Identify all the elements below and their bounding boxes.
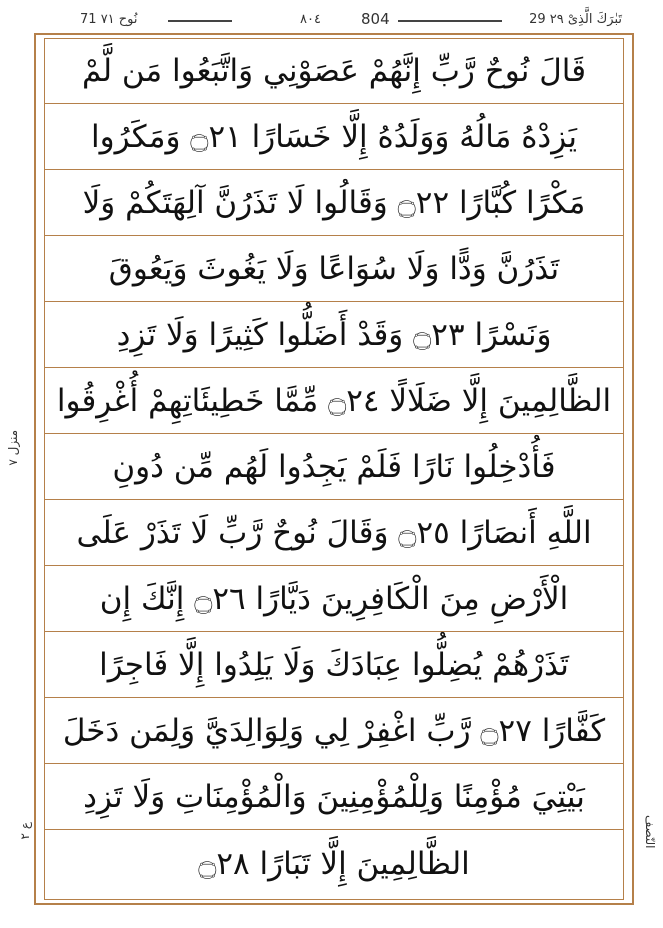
line-text: الظَّالِمِينَ إِلَّا ضَلَالًا ۝٢٤ مِّمَّا خَطِيئَاتِهِمْ أُغْرِقُوا — [56, 383, 612, 419]
line-text: كَفَّارًا ۝٢٧ رَّبِّ اغْفِرْ لِي وَلِوَالِدَيَّ وَلِمَن دَخَلَ — [62, 713, 606, 749]
nisf-marker: النّصف — [643, 815, 657, 849]
line-text: بَيْتِيَ مُؤْمِنًا وَلِلْمُؤْمِنِينَ وَالْمُؤْمِنَاتِ وَلَا تَزِدِ — [83, 779, 585, 815]
juz-name-header: 29 تَبٰرَكَ الَّذِیْ ٢٩ — [529, 12, 622, 27]
header-rule-left — [168, 20, 232, 22]
surah-name-header: 71 نُوح ٧١ — [80, 12, 138, 27]
text-line-2 — [45, 105, 623, 170]
header-rule-right — [398, 20, 502, 22]
line-text: فَأُدْخِلُوا نَارًا فَلَمْ يَجِدُوا لَهُم مِّن دُونِ — [112, 449, 556, 485]
text-line-8 — [45, 501, 623, 566]
text-line-13 — [45, 831, 623, 896]
text-line-1 — [45, 39, 623, 104]
text-line-3 — [45, 171, 623, 236]
manzil-marker: منزل ٧ — [6, 430, 20, 466]
ruku-marker: ع ٢ — [18, 822, 32, 840]
text-line-4 — [45, 237, 623, 302]
line-text: مَكْرًا كُبَّارًا ۝٢٢ وَقَالُوا لَا تَذَرُنَّ آلِهَتَكُمْ وَلَا — [82, 185, 586, 221]
text-line-9 — [45, 567, 623, 632]
text-line-6 — [45, 369, 623, 434]
line-text: وَنَسْرًا ۝٢٣ وَقَدْ أَضَلُّوا كَثِيرًا وَلَا تَزِدِ — [116, 317, 552, 353]
text-line-7 — [45, 435, 623, 500]
line-text: تَذَرُنَّ وَدًّا وَلَا سُوَاعًا وَلَا يَغُوثَ وَيَعُوقَ — [108, 251, 560, 287]
text-block — [44, 38, 624, 900]
line-text: اللَّهِ أَنصَارًا ۝٢٥ وَقَالَ نُوحٌ رَّبِّ لَا تَذَرْ عَلَى — [76, 515, 592, 551]
page-number-arabic: ٨٠٤ — [300, 12, 321, 27]
line-text: الْأَرْضِ مِنَ الْكَافِرِينَ دَيَّارًا ۝٢٦ إِنَّكَ إِن — [99, 581, 569, 617]
line-text: الظَّالِمِينَ إِلَّا تَبَارًا ۝٢٨ — [198, 845, 470, 882]
line-text: تَذَرْهُمْ يُضِلُّوا عِبَادَكَ وَلَا يَلِدُوا إِلَّا فَاجِرًا — [99, 647, 569, 683]
line-text: قَالَ نُوحٌ رَّبِّ إِنَّهُمْ عَصَوْنِي وَاتَّبَعُوا مَن لَّمْ — [81, 53, 587, 89]
text-line-11 — [45, 699, 623, 764]
line-text: يَزِدْهُ مَالُهُ وَوَلَدُهُ إِلَّا خَسَارًا ۝٢١ وَمَكَرُوا — [91, 119, 577, 155]
text-line-10 — [45, 633, 623, 698]
page-header — [38, 10, 632, 32]
page-number: 804 — [361, 10, 390, 28]
text-line-12 — [45, 765, 623, 830]
text-line-5 — [45, 303, 623, 368]
